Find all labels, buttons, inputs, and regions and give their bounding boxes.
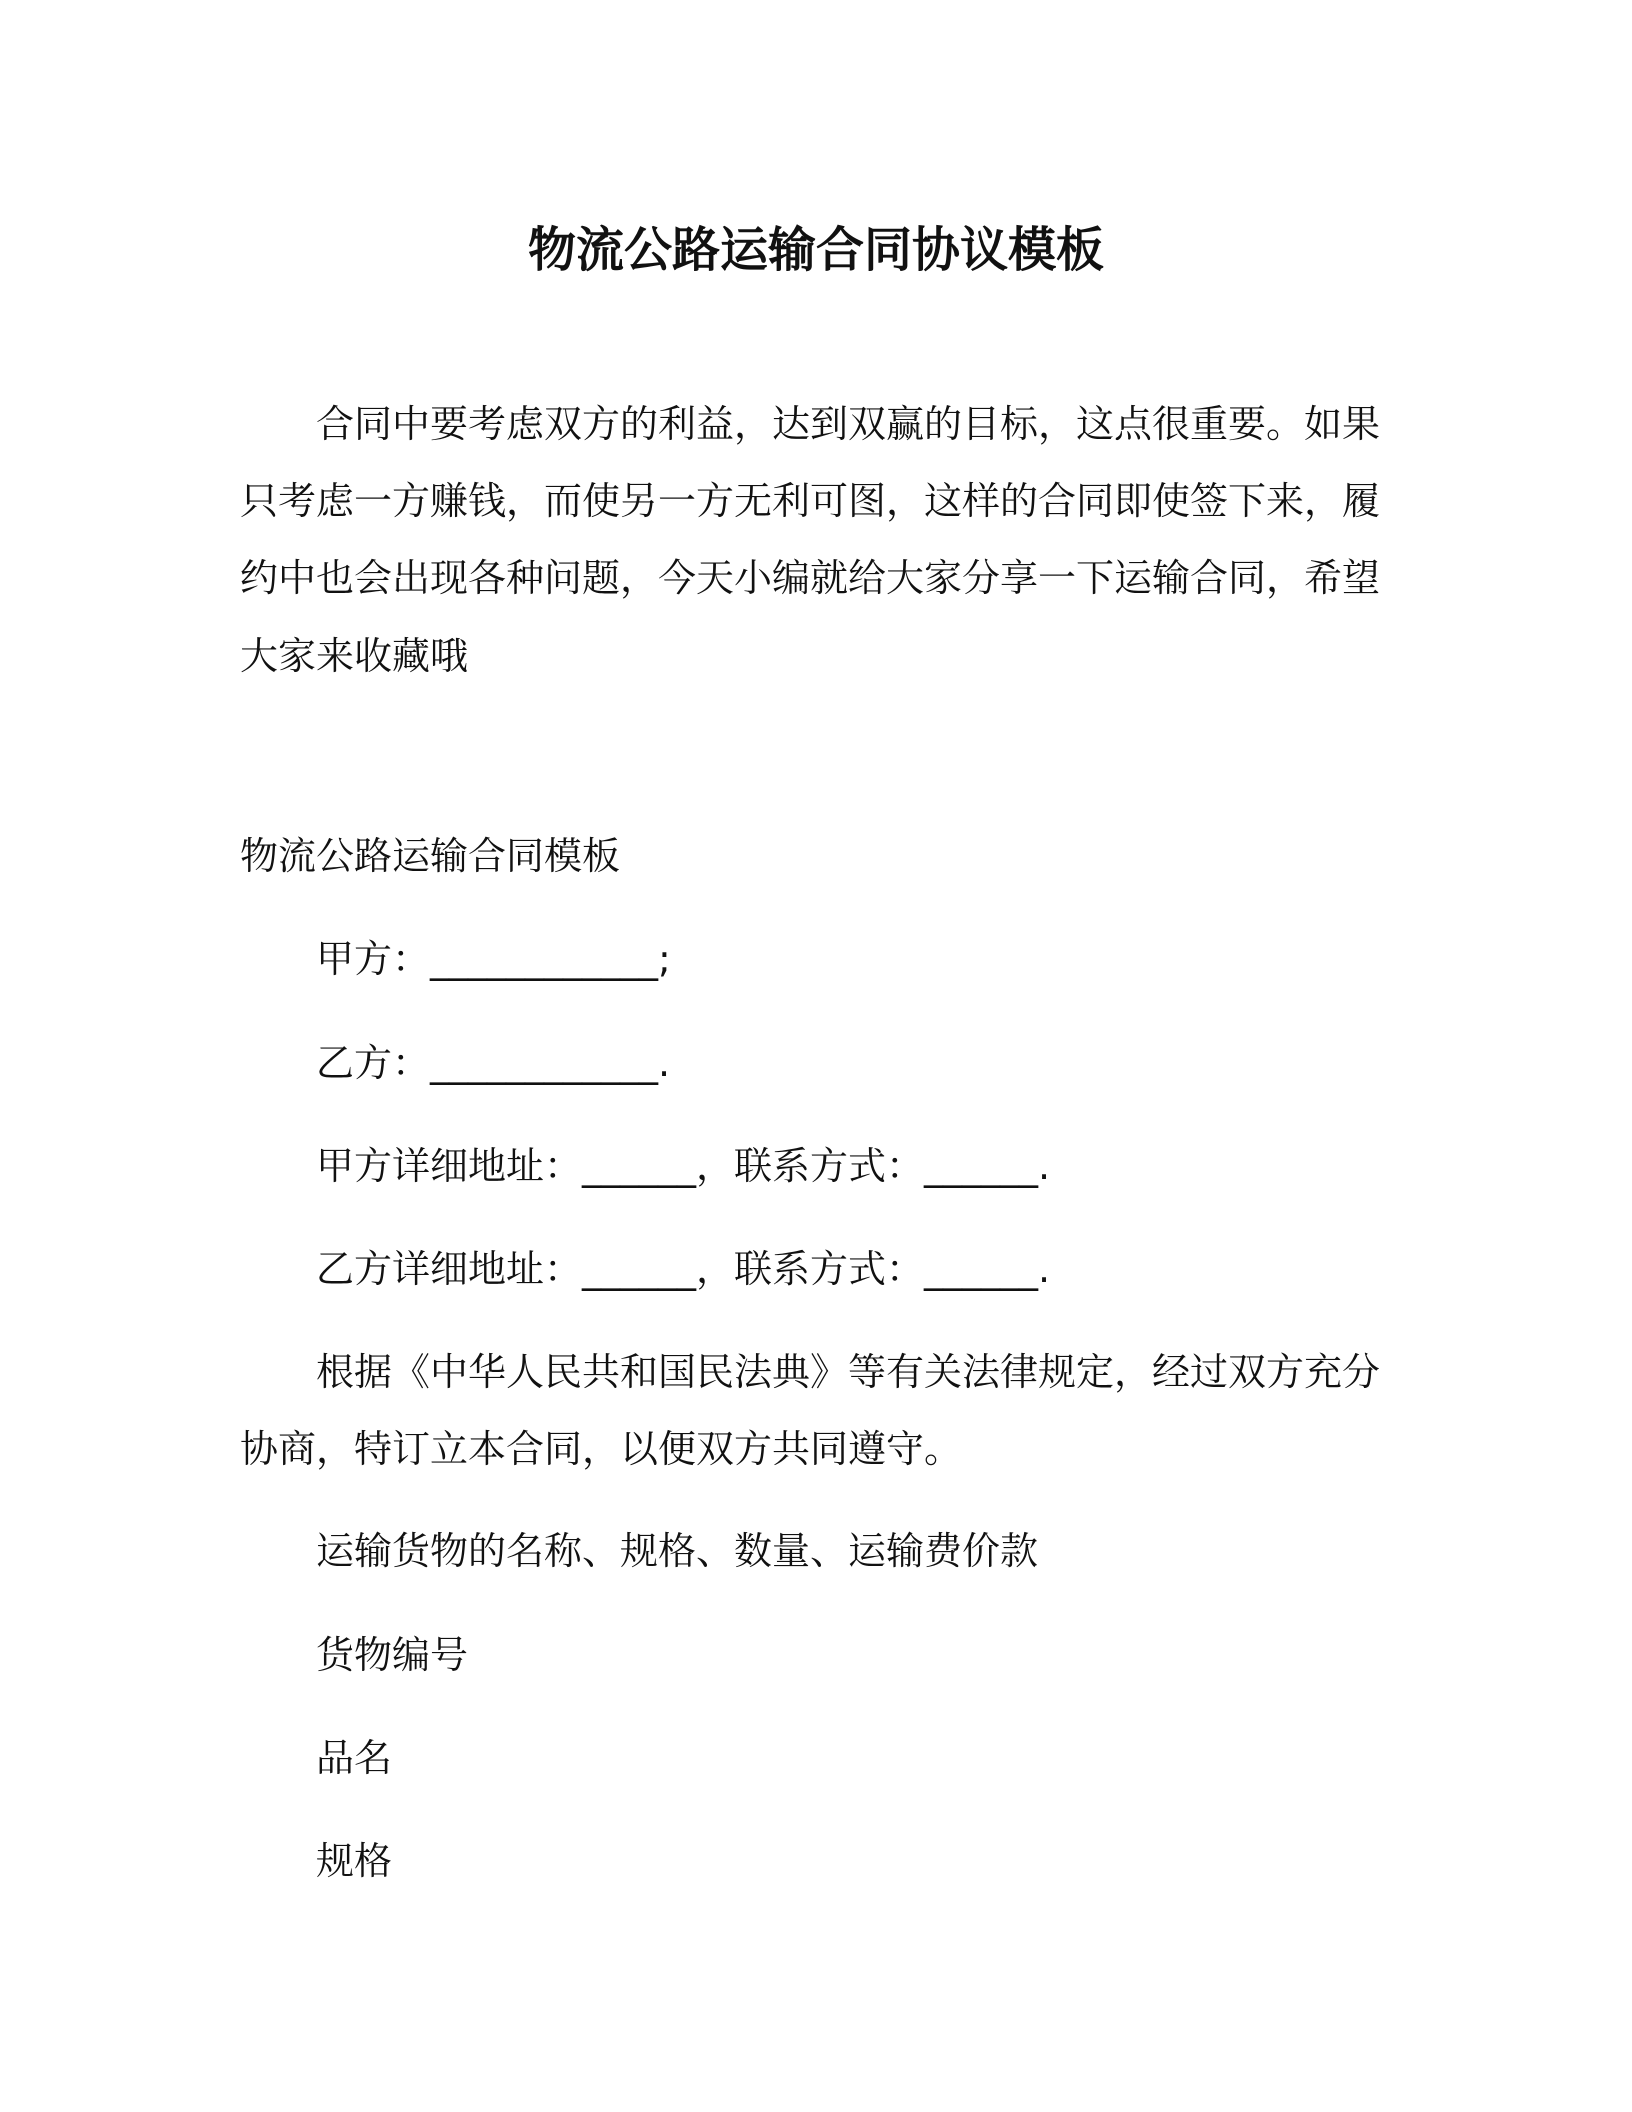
intro-line-2: 只考虑一方赚钱，而使另一方无利可图，这样的合同即使签下来，履 [240, 479, 1381, 523]
intro-line-1: 合同中要考虑双方的利益，达到双赢的目标，这点很重要。如果 [316, 402, 1381, 446]
goods-heading: 运输货物的名称、规格、数量、运输费价款 [316, 1529, 1039, 1573]
specification-label: 规格 [316, 1839, 393, 1883]
party-a-address-line: 甲方详细地址：______，联系方式：______. [316, 1144, 1051, 1188]
intro-line-3: 约中也会出现各种问题，今天小编就给大家分享一下运输合同，希望 [240, 556, 1381, 600]
basis-line-2: 协商，特订立本合同，以便双方共同遵守。 [240, 1427, 963, 1471]
section-heading: 物流公路运输合同模板 [240, 834, 621, 878]
party-a-line: 甲方：____________; [316, 937, 671, 981]
party-b-address-line: 乙方详细地址：______，联系方式：______. [316, 1247, 1051, 1291]
product-name-label: 品名 [316, 1736, 393, 1780]
intro-line-4: 大家来收藏哦 [240, 634, 469, 678]
document-title: 物流公路运输合同协议模板 [527, 222, 1104, 278]
basis-line-1: 根据《中华人民共和国民法典》等有关法律规定，经过双方充分 [316, 1350, 1381, 1394]
goods-number-label: 货物编号 [316, 1633, 469, 1677]
party-b-line: 乙方：____________. [316, 1041, 671, 1085]
